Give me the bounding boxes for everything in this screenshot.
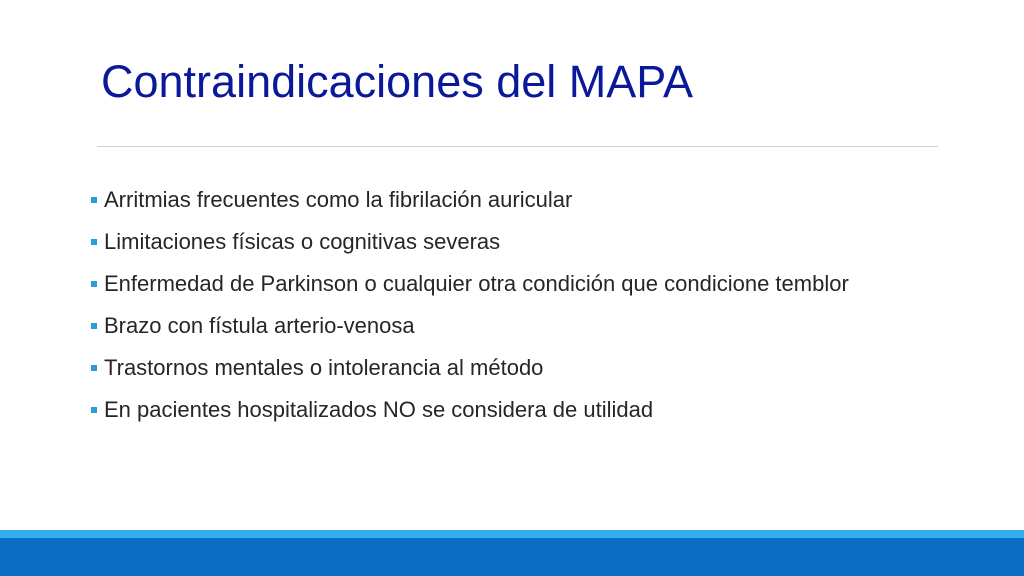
bullet-text: En pacientes hospitalizados NO se considera de utilidad (104, 397, 654, 422)
bullet-text: Enfermedad de Parkinson o cualquier otra condición que condicione temblor (104, 271, 849, 296)
bullet-list (88, 187, 968, 439)
square-bullet-icon (91, 281, 97, 287)
square-bullet-icon (91, 197, 97, 203)
bullet-item (88, 397, 968, 423)
bullet-text: Limitaciones físicas o cognitivas severas (104, 229, 501, 254)
bullet-text: Arritmias frecuentes como la fibrilación auricular (104, 187, 573, 212)
slide-title: Contraindicaciones del MAPA (101, 56, 693, 107)
square-bullet-icon (91, 239, 97, 245)
bullet-item (88, 313, 968, 339)
bullet-item (88, 229, 968, 255)
square-bullet-icon (91, 407, 97, 413)
bullet-text: Trastornos mentales o intolerancia al método (104, 355, 544, 380)
bullet-item (88, 187, 968, 213)
square-bullet-icon (91, 323, 97, 329)
bullet-item (88, 271, 968, 297)
footer-accent-bar (0, 530, 1024, 538)
square-bullet-icon (91, 365, 97, 371)
footer-bar (0, 538, 1024, 576)
title-divider (97, 146, 938, 147)
bullet-item (88, 355, 968, 381)
bullet-text: Brazo con fístula arterio-venosa (104, 313, 415, 338)
